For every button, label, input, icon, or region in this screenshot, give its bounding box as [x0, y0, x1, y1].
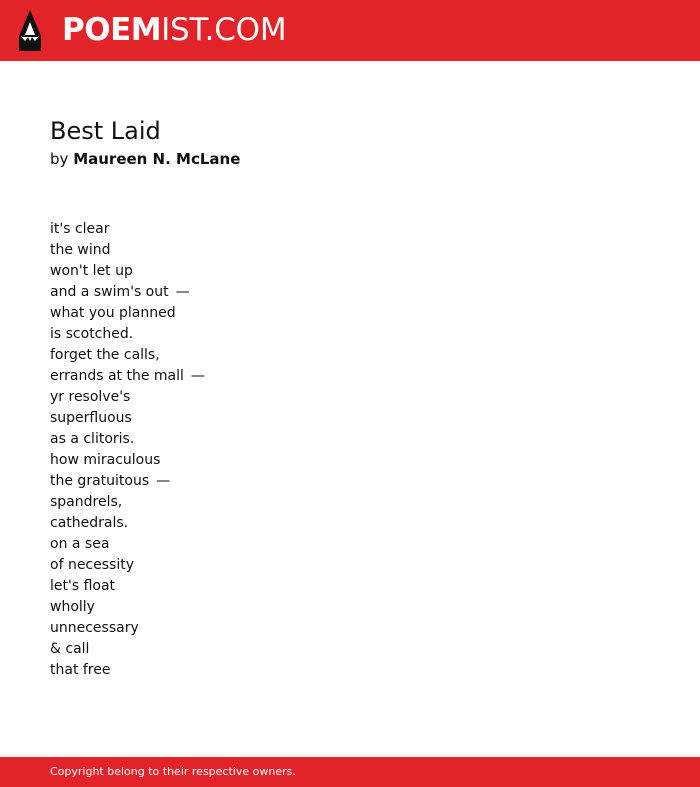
poem-line: spandrels,	[50, 494, 123, 510]
by-label: by	[50, 150, 69, 168]
poem-line: superfluous	[50, 410, 132, 426]
poem-line: & call	[50, 641, 90, 657]
site-header	[0, 0, 700, 61]
poem-body	[50, 219, 205, 681]
poem-line: it's clear	[50, 221, 110, 237]
poem-line: wholly	[50, 599, 95, 615]
poem-line: unnecessary	[50, 620, 139, 636]
site-footer	[0, 757, 700, 787]
poem-title: Best Laid	[50, 117, 161, 145]
poem-line: on a sea	[50, 536, 110, 552]
logo-light-text: IST.COM	[161, 12, 287, 48]
pencil-tip-icon[interactable]	[17, 10, 43, 51]
poem-line: forget the calls,	[50, 347, 160, 363]
poem-line: is scotched.	[50, 326, 134, 342]
poem-line: that free	[50, 662, 111, 678]
poem-line: as a clitoris.	[50, 431, 135, 447]
poem-line: let's float	[50, 578, 116, 594]
poem-line: yr resolve's	[50, 389, 131, 405]
poem-byline	[50, 148, 240, 170]
logo-bold-text: POEM	[62, 12, 162, 48]
site-logo[interactable]	[62, 9, 286, 51]
poem-line: what you planned	[50, 305, 176, 321]
poem-line: won't let up	[50, 263, 133, 279]
poem-line: of necessity	[50, 557, 134, 573]
poem-author: Maureen N. McLane	[73, 150, 241, 168]
poem-line: cathedrals.	[50, 515, 129, 531]
poem-line: the wind	[50, 242, 111, 258]
poem-line: how miraculous	[50, 452, 161, 468]
poem-line: and a swim's out —	[50, 284, 190, 300]
poem-line: errands at the mall —	[50, 368, 205, 384]
poem-line: the gratuitous —	[50, 473, 171, 489]
copyright-notice: Copyright belong to their respective owners.	[50, 765, 296, 778]
